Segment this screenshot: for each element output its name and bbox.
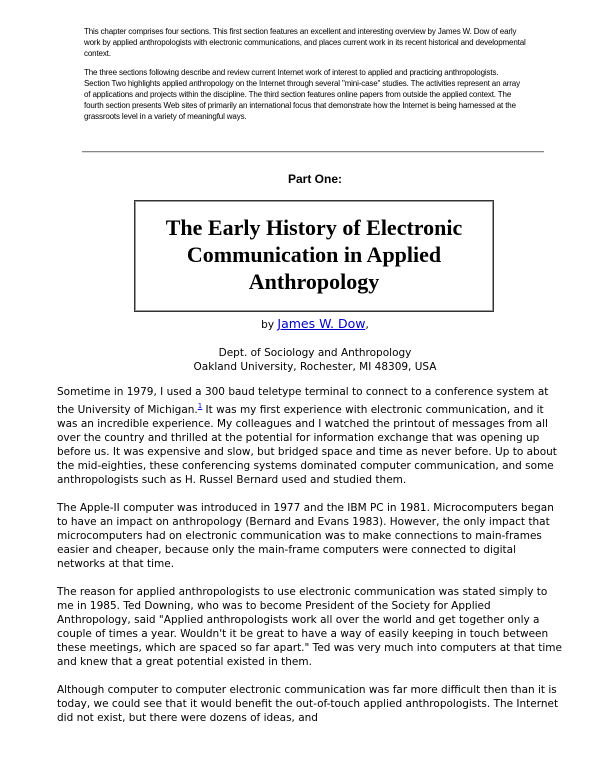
intro-paragraph-2: The three sections following describe and review current Internet work of interest to applied and practicing anthropologists. Section Two highlights applied anthropology on the Internet through several "mini-case" studies. The activities represent an array of applications and projects within the discipline. The third section features online papers from outside the applied context. The fourth section presents Web sites of primarily an international focus that demonstrate how the Internet is being harnessed at the grassroots level in a variety of meaningful ways. <box>84 68 520 121</box>
byline-prefix: by <box>261 319 275 331</box>
body-paragraph-3: The reason for applied anthropologists to use electronic communication was stated simply to me in 1985. Ted Downing, who was to become President of the Society for Applied Anthropology, said "Applied anthropologists work all over the world and get together only a couple of times a year. Wouldn't it be great to have a way of easily keeping in touch between these meetings, which are spaced so far apart." Ted was very much into computers at that time and knew that a great potential existed in them. <box>57 586 562 668</box>
part-heading: Part One: <box>287 172 342 186</box>
intro-paragraph-1: This chapter comprises four sections. This first section features an excellent and interesting overview by James W. Dow of early work by applied anthropologists with electronic communications, and places current work in its recent historical and developmental context. <box>84 27 526 58</box>
byline-suffix: , <box>365 319 369 331</box>
byline <box>0 316 600 331</box>
body-paragraph-4: Although computer to computer electronic communication was far more difficult then than it is today, we could see that it would benefit the out-of-touch applied anthropologists. The Internet did not exist, but there were dozens of ideas, and <box>57 684 559 724</box>
affiliation-address: Oakland University, Rochester, MI 48309, USA <box>193 361 437 373</box>
affiliation <box>0 346 600 374</box>
intro-text <box>84 26 526 130</box>
article-body <box>57 385 565 739</box>
footnote-link[interactable]: 1 <box>197 402 203 410</box>
title-box <box>134 200 494 312</box>
body-paragraph-2: The Apple-II computer was introduced in 1977 and the IBM PC in 1981. Microcomputers began to have an impact on anthropology (Bernard and Evans 1983). However, the only impact that microcomputers had on electronic communication was to make connections to main-frames easier and cheaper, because only the main-frame computers were connected to digital networks at that time. <box>57 502 554 570</box>
body-paragraph-1 <box>57 385 565 487</box>
body-paragraph-1-start: Sometime in 1979, I used a 300 baud teletype terminal to connect to a conference system at the University of Michigan. <box>57 386 549 416</box>
affiliation-dept: Dept. of Sociology and Anthropology <box>218 347 412 359</box>
author-link[interactable]: James W. Dow <box>277 316 366 331</box>
body-paragraph-1-rest: It was my first experience with electronic communication, and it was an incredible experience. My colleagues and I watched the printout of messages from all over the country and thrilled at the potential for information exchange that was opening up before us. It was expensive and slow, but bridged space and time as never before. Up to about the mid-eighties, these conferencing systems dominated computer communication, and some anthropologists such as H. Russel Bernard used and studied them. <box>57 404 557 486</box>
horizontal-rule <box>82 151 544 153</box>
page-title: The Early History of Electronic Communication in Applied Anthropology <box>165 215 463 294</box>
